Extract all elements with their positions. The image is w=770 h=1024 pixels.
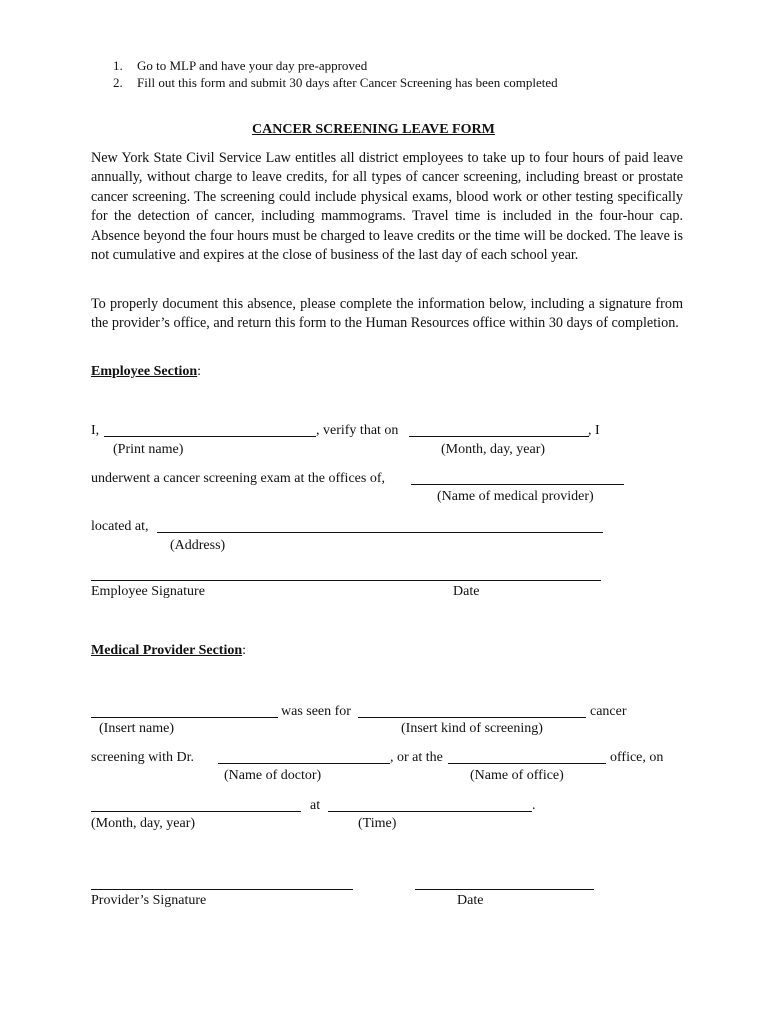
office-name-field[interactable] <box>448 763 606 764</box>
employee-signature-field[interactable] <box>91 580 601 581</box>
employee-line1-prefix: I, <box>91 423 100 438</box>
employee-line1-middle: , verify that on <box>316 423 399 438</box>
instruction-paragraph: To properly document this absence, please complete the information below, including a signature from the provider’s office, and return this form to the Human Resources office within 30 days of completion. <box>91 296 683 332</box>
insert-kind-label: (Insert kind of screening) <box>401 721 543 736</box>
screening-with-text: screening with Dr. <box>91 750 195 765</box>
doctor-label: (Name of doctor) <box>224 768 322 783</box>
visit-date-label: (Month, day, year) <box>91 816 196 831</box>
screening-kind-field[interactable] <box>358 717 586 718</box>
print-name-field[interactable] <box>104 436 316 437</box>
print-name-label: (Print name) <box>113 442 184 457</box>
provider-signature-date-label: Date <box>457 893 484 908</box>
patient-name-field[interactable] <box>91 717 278 718</box>
visit-time-field[interactable] <box>328 811 532 812</box>
screening-date-field[interactable] <box>409 436 589 437</box>
seen-for-text: was seen for <box>281 704 351 719</box>
employee-signature-date-label: Date <box>453 584 480 599</box>
provider-label: (Name of medical provider) <box>437 489 594 504</box>
employee-section-title: Employee Section <box>91 364 198 379</box>
doctor-name-field[interactable] <box>218 763 390 764</box>
medical-provider-field[interactable] <box>411 484 624 485</box>
medical-section-title: Medical Provider Section <box>91 643 243 658</box>
period-text: . <box>532 798 536 813</box>
instruction-number: 2. <box>113 75 123 90</box>
address-label: (Address) <box>170 538 226 553</box>
provider-signature-label: Provider’s Signature <box>91 893 207 908</box>
employee-section-heading <box>91 363 201 381</box>
instruction-text: Fill out this form and submit 30 days after Cancer Screening has been completed <box>137 75 558 90</box>
instruction-text: Go to MLP and have your day pre-approved <box>137 58 368 73</box>
office-label: (Name of office) <box>470 768 564 783</box>
cancer-text: cancer <box>590 704 627 719</box>
heading-colon: : <box>197 364 202 379</box>
form-title: CANCER SCREENING LEAVE FORM <box>252 122 495 137</box>
instruction-item-2 <box>113 74 558 92</box>
date-label: (Month, day, year) <box>441 442 546 457</box>
heading-colon: : <box>242 643 247 658</box>
employee-line1-suffix: , I <box>588 423 600 438</box>
provider-signature-field[interactable] <box>91 889 353 890</box>
intro-paragraph: New York State Civil Service Law entitles all district employees to take up to four hours of paid leave annually, without charge to leave credits, for all types of cancer screening, including breast or prostate cancer screening. The screening could include physical exams, blood work or other testing specifically for the detection of cancer, including mammograms. Travel time is included in the four-hour cap. Absence beyond the four hours must be charged to leave credits or the time will be docked. The leave is not cumulative and expires at the close of business of the last day of each school year. <box>91 150 683 264</box>
office-on-text: office, on <box>610 750 664 765</box>
visit-date-field[interactable] <box>91 811 301 812</box>
medical-section-heading <box>91 642 246 660</box>
or-at-the-text: , or at the <box>390 750 443 765</box>
address-field[interactable] <box>157 532 603 533</box>
employee-line3-prefix: located at, <box>91 519 149 534</box>
visit-time-label: (Time) <box>358 816 397 831</box>
employee-signature-label: Employee Signature <box>91 584 205 599</box>
instruction-number: 1. <box>113 58 123 73</box>
at-text: at <box>310 798 321 813</box>
insert-name-label: (Insert name) <box>99 721 175 736</box>
employee-line2-prefix: underwent a cancer screening exam at the offices of, <box>91 471 385 486</box>
instruction-item-1 <box>113 57 368 75</box>
provider-signature-date-field[interactable] <box>415 889 594 890</box>
